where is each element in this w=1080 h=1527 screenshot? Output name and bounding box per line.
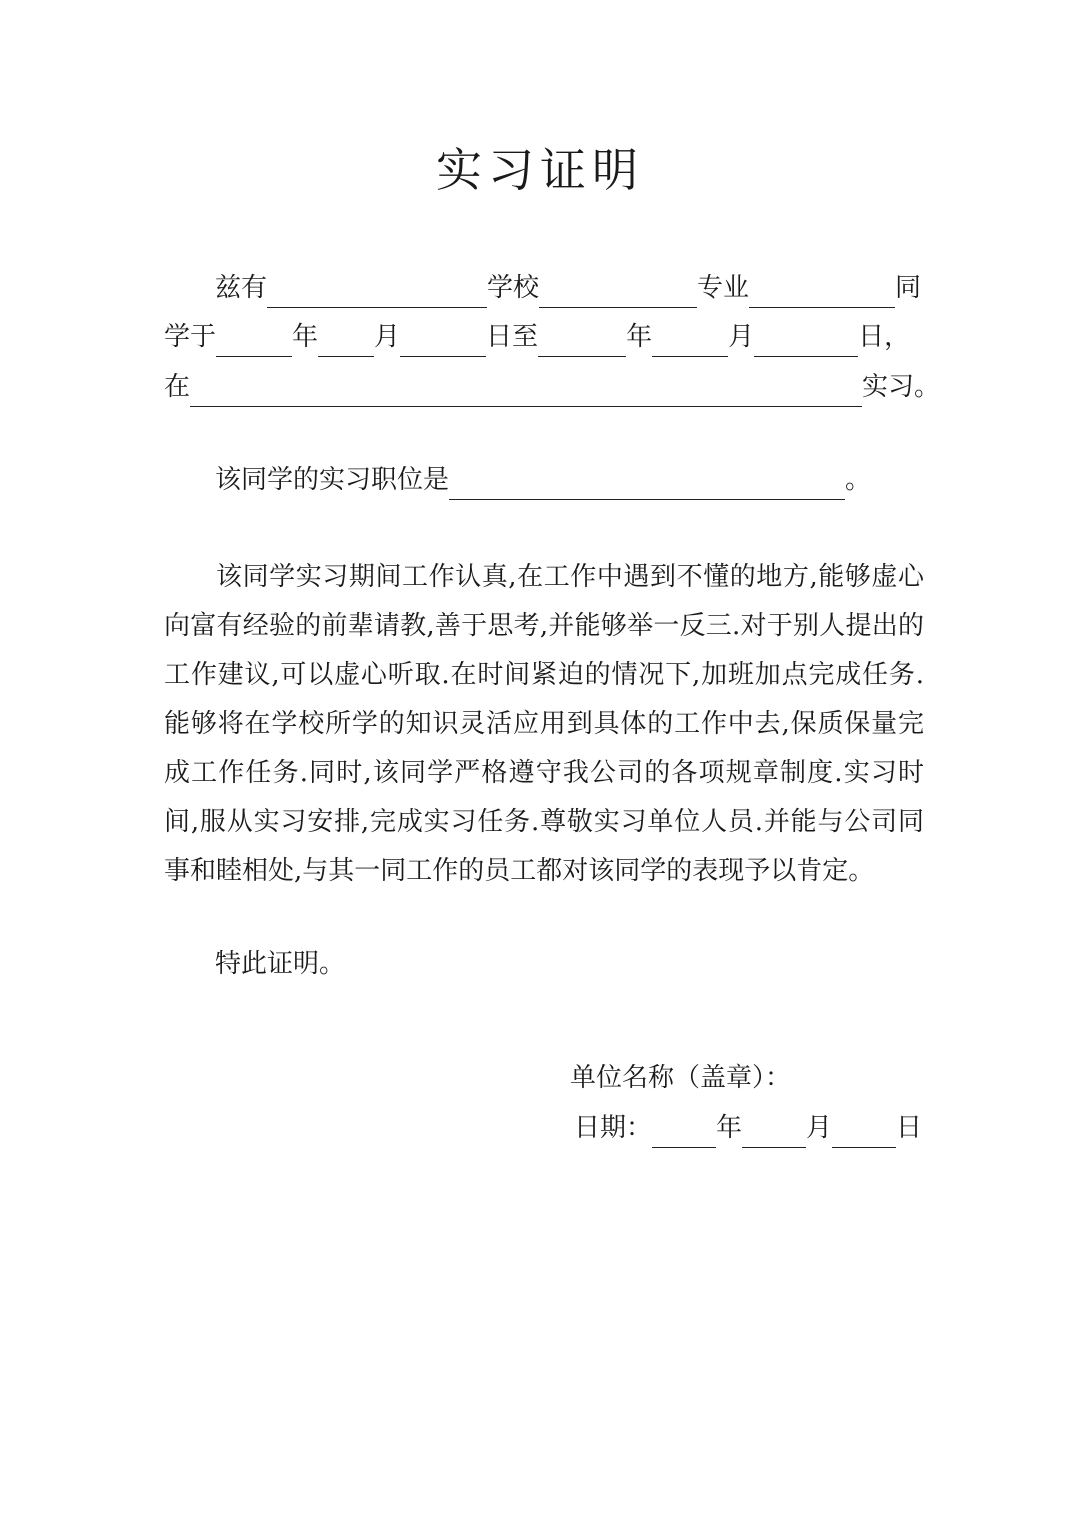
- position-line: [215, 460, 915, 500]
- sign-date-label: 日期：: [574, 1113, 653, 1143]
- start-month-blank[interactable]: [318, 326, 374, 357]
- sign-day-blank[interactable]: [832, 1117, 896, 1148]
- sign-year-blank[interactable]: [652, 1117, 716, 1148]
- position-label: 该同学的实习职位是: [215, 465, 450, 495]
- closing-text: 特此证明。: [215, 949, 346, 979]
- position-blank[interactable]: [449, 469, 845, 500]
- intro-text-zai: 在: [164, 372, 191, 402]
- evaluation-paragraph: 该同学实习期间工作认真,在工作中遇到不懂的地方,能够虚心向富有经验的前辈请教,善于思考,并能够举一反三.对于别人提出的工作建议,可以虚心听取.在时间紧迫的情况下,加班加点完成任务.能够将在学校所学的知识灵活应用到具体的工作中去,保质保量完成工作任务.同时,该同学严格遵守我公司的各项规章制度.实习时间,服从实习安排,完成实习任务.尊敬实习单位人员.并能与公司同事和睦相处,与其一同工作的员工都对该同学的表现予以肯定。: [164, 562, 924, 886]
- intro-line-3: [164, 367, 941, 407]
- end-year-blank[interactable]: [538, 326, 626, 357]
- end-year-label: 年: [626, 322, 653, 352]
- sign-date-line: [574, 1108, 934, 1148]
- closing-line: [215, 944, 515, 984]
- sign-day-label: 日: [896, 1113, 923, 1143]
- document-title: 实习证明: [436, 143, 644, 197]
- sign-month-blank[interactable]: [742, 1117, 806, 1148]
- end-month-blank[interactable]: [652, 326, 728, 357]
- intro-line-2: [164, 317, 924, 357]
- start-day-blank[interactable]: [400, 326, 486, 357]
- intro-text-zi-you: 兹有: [215, 273, 268, 303]
- sign-year-label: 年: [716, 1113, 743, 1143]
- end-day-label: 日，: [858, 322, 911, 352]
- start-month-label: 月: [374, 322, 401, 352]
- intro-text-xue-yu: 学于: [164, 322, 217, 352]
- start-day-label: 日至: [486, 322, 539, 352]
- school-blank[interactable]: [539, 277, 697, 308]
- company-blank[interactable]: [190, 376, 862, 407]
- end-month-label: 月: [728, 322, 755, 352]
- student-name-blank[interactable]: [267, 277, 487, 308]
- major-blank[interactable]: [749, 277, 895, 308]
- position-end: 。: [845, 465, 872, 495]
- start-year-blank[interactable]: [216, 326, 292, 357]
- school-label: 学校: [487, 273, 540, 303]
- intro-text-tong: 同: [895, 273, 922, 303]
- intro-text-shi-xi: 实习。: [862, 372, 941, 402]
- unit-name-label: 单位名称（盖章）：: [570, 1063, 792, 1093]
- start-year-label: 年: [292, 322, 319, 352]
- unit-name-line: [570, 1058, 890, 1098]
- end-day-blank[interactable]: [754, 326, 858, 357]
- intro-line-1: [215, 268, 922, 308]
- sign-month-label: 月: [806, 1113, 833, 1143]
- major-label: 专业: [697, 273, 750, 303]
